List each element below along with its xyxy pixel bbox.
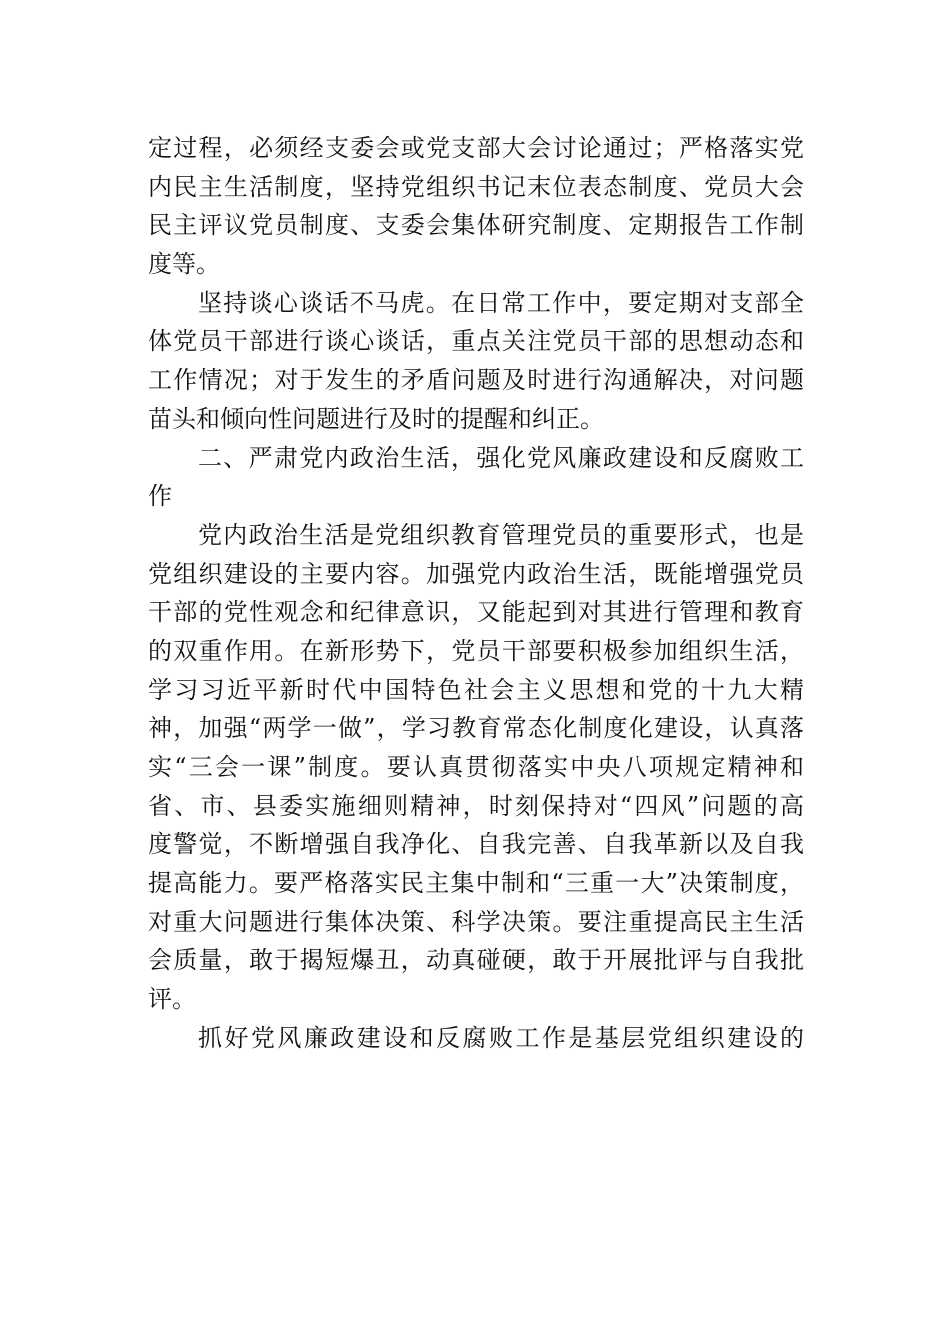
text-line: 省、市、县委实施细则精神，时刻保持对“四风”问题的高	[148, 791, 804, 820]
text-line: 的双重作用。在新形势下，党员干部要积极参加组织生活，	[148, 636, 804, 665]
text-line: 提高能力。要严格落实民主集中制和“三重一大”决策制度，	[148, 869, 804, 898]
document-body	[148, 129, 804, 1058]
text-line: 学习习近平新时代中国特色社会主义思想和党的十九大精	[148, 675, 804, 704]
text-line: 定过程，必须经支委会或党支部大会讨论通过；严格落实党	[148, 134, 804, 162]
text-line: 苗头和倾向性问题进行及时的提醒和纠正。	[148, 404, 604, 433]
paragraph	[148, 1019, 804, 1058]
text-line: 二、严肃党内政治生活，强化党风廉政建设和反腐败工	[198, 443, 804, 472]
text-line: 抓好党风廉政建设和反腐败工作是基层党组织建设的	[198, 1023, 804, 1052]
text-line: 工作情况；对于发生的矛盾问题及时进行沟通解决，对问题	[148, 366, 804, 395]
text-line: 民主评议党员制度、支委会集体研究制度、定期报告工作制	[148, 211, 804, 240]
text-line: 干部的党性观念和纪律意识，又能起到对其进行管理和教育	[148, 598, 804, 627]
paragraph	[148, 284, 804, 439]
text-line: 神，加强“两学一做”，学习教育常态化制度化建设，认真落	[148, 714, 804, 743]
text-line: 会质量，敢于揭短爆丑，动真碰硬，敢于开展批评与自我批	[148, 946, 804, 975]
paragraph	[148, 516, 804, 1019]
text-line: 内民主生活制度，坚持党组织书记末位表态制度、党员大会	[148, 172, 804, 201]
paragraph	[148, 129, 804, 284]
text-line: 评。	[148, 985, 196, 1014]
text-line: 党内政治生活是党组织教育管理党员的重要形式，也是	[198, 520, 804, 549]
text-line: 坚持谈心谈话不马虎。在日常工作中，要定期对支部全	[198, 288, 804, 317]
text-line: 对重大问题进行集体决策、科学决策。要注重提高民主生活	[148, 907, 804, 936]
text-line: 体党员干部进行谈心谈话，重点关注党员干部的思想动态和	[148, 327, 804, 356]
text-line: 实“三会一课”制度。要认真贯彻落实中央八项规定精神和	[148, 753, 804, 781]
paragraph	[148, 439, 804, 516]
text-line: 度警觉，不断增强自我净化、自我完善、自我革新以及自我	[148, 830, 804, 859]
text-line: 党组织建设的主要内容。加强党内政治生活，既能增强党员	[148, 559, 804, 588]
text-line: 度等。	[148, 250, 220, 279]
text-line: 作	[148, 482, 172, 511]
